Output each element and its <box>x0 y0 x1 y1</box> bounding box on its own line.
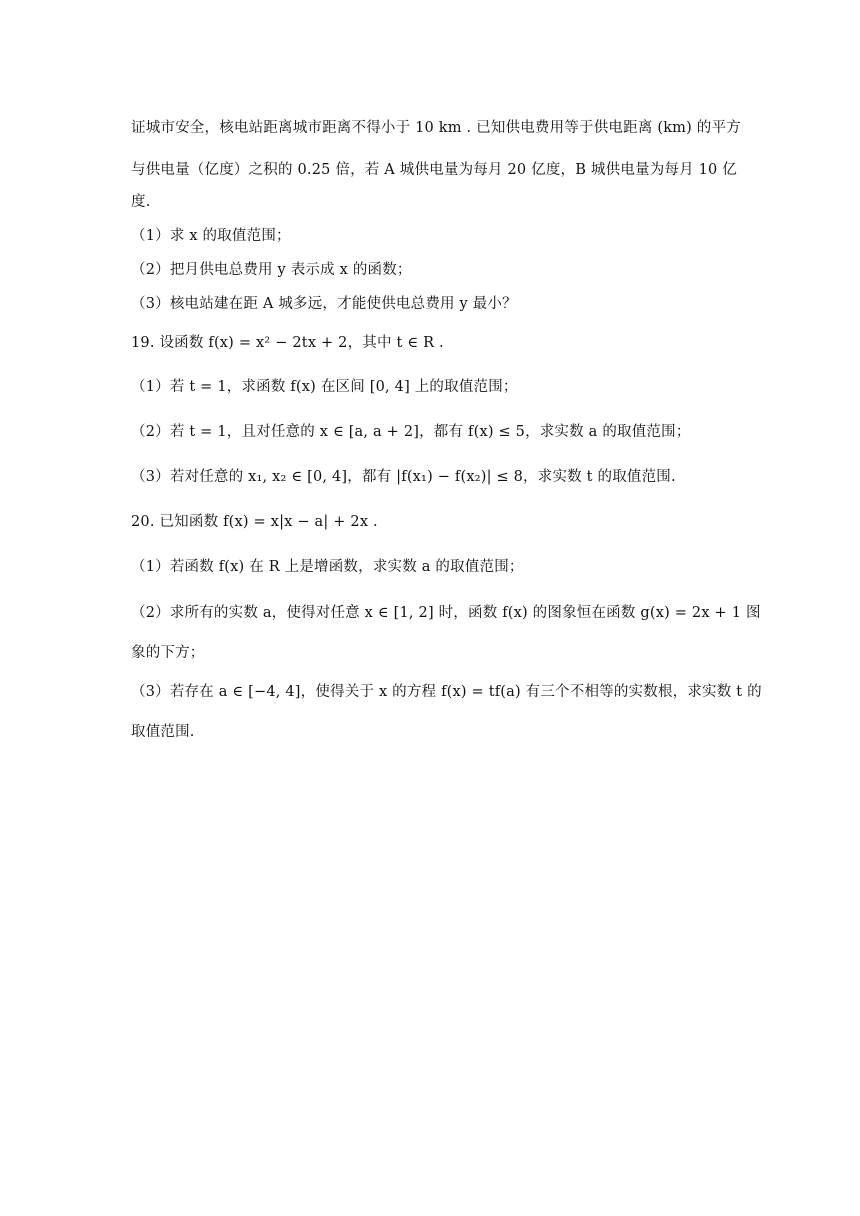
text-line-3: 度. <box>131 194 151 210</box>
question-19-part-2: （2）若 t = 1，且对任意的 x ∈ [a, a + 2]，都有 f(x) ≤ 5，求实数 a 的取值范围； <box>131 424 691 440</box>
text-line-2: 与供电量（亿度）之积的 0.25 倍，若 A 城供电量为每月 20 亿度，B 城供电量为每月 10 亿 <box>131 162 737 178</box>
question-20-part-3-cont: 取值范围. <box>131 724 195 740</box>
question-20-part-3: （3）若存在 a ∈ [−4, 4]，使得关于 x 的方程 f(x) = tf(a) 有三个不相等的实数根，求实数 t 的 <box>131 684 762 700</box>
question-20-part-2: （2）求所有的实数 a，使得对任意 x ∈ [1, 2] 时，函数 f(x) 的图象恒在函数 g(x) = 2x + 1 图 <box>131 605 761 621</box>
question-18-part-3: （3）核电站建在距 A 城多远，才能使供电总费用 y 最小？ <box>131 296 517 312</box>
question-18-part-2: （2）把月供电总费用 y 表示成 x 的函数； <box>131 262 412 278</box>
question-19-stem: 19. 设函数 f(x) = x² − 2tx + 2，其中 t ∈ R . <box>131 335 444 351</box>
question-20-part-1: （1）若函数 f(x) 在 R 上是增函数，求实数 a 的取值范围； <box>131 559 524 575</box>
question-18-part-1: （1）求 x 的取值范围； <box>131 228 291 244</box>
text-line-1: 证城市安全，核电站距离城市距离不得小于 10 km . 已知供电费用等于供电距离 (km) 的平方 <box>131 120 741 136</box>
question-19-part-3: （3）若对任意的 x₁, x₂ ∈ [0, 4]，都有 |f(x₁) − f(x₂)| ≤ 8，求实数 t 的取值范围. <box>131 469 676 485</box>
question-19-part-1: （1）若 t = 1，求函数 f(x) 在区间 [0, 4] 上的取值范围； <box>131 379 518 395</box>
question-20-part-2-cont: 象的下方； <box>131 645 205 661</box>
question-20-stem: 20. 已知函数 f(x) = x|x − a| + 2x . <box>131 514 378 530</box>
